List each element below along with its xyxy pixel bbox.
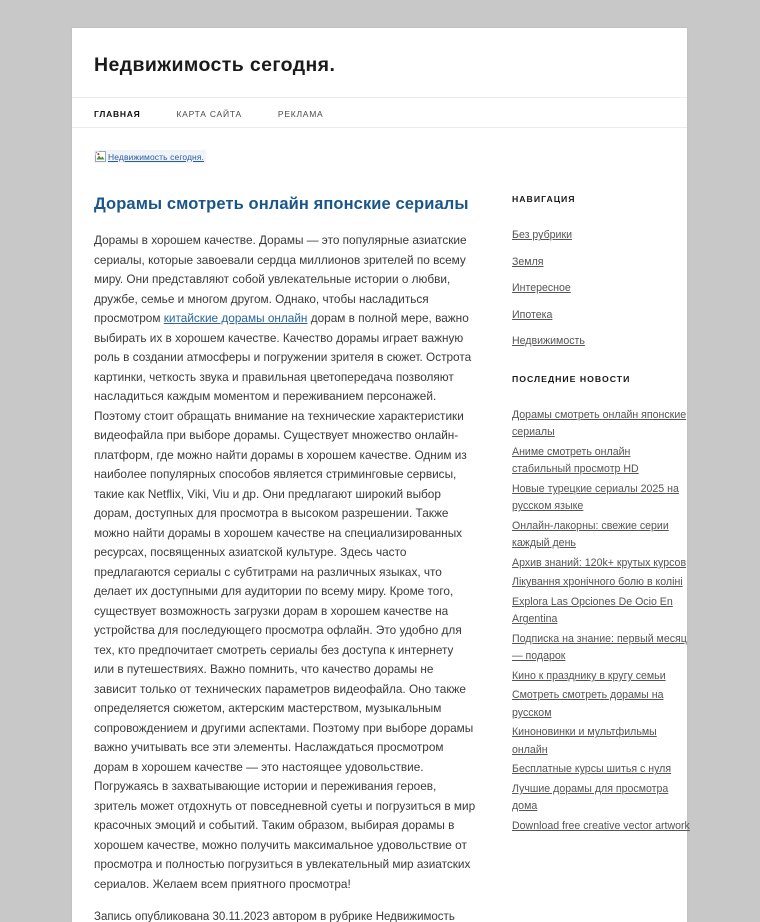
list-item xyxy=(512,723,690,758)
news-item-9[interactable]: Смотреть смотреть дорамы на русском xyxy=(512,689,664,719)
widget-latest-news-title: ПОСЛЕДНИЕ НОВОСТИ xyxy=(512,373,631,384)
sidebar-item-zemlya[interactable]: Земля xyxy=(512,255,544,268)
article-title-link[interactable]: Дорамы смотреть онлайн японские сериалы xyxy=(94,195,469,214)
nav-item-home xyxy=(94,105,176,120)
nav-link-home[interactable]: ГЛАВНАЯ xyxy=(94,109,141,120)
header-image-row xyxy=(94,150,665,164)
sidebar-item-ipoteka[interactable]: Ипотека xyxy=(512,308,553,321)
list-item xyxy=(512,306,690,324)
list-item xyxy=(512,226,690,244)
sidebar-item-nedvizhimost[interactable]: Недвижимость xyxy=(512,335,585,348)
list-item xyxy=(512,630,690,665)
widget-navigation-list xyxy=(512,226,690,350)
site-title-link[interactable]: Недвижимость сегодня. xyxy=(94,54,336,76)
page-title xyxy=(94,54,665,77)
list-item xyxy=(512,780,690,815)
inline-content-link[interactable]: китайские дорамы онлайн xyxy=(163,311,308,326)
news-item-6[interactable]: Explora Las Opciones De Ocio En Argentina xyxy=(512,595,673,626)
page-container xyxy=(72,28,690,922)
main-navigation xyxy=(72,97,687,128)
widget-latest-news-list xyxy=(512,406,690,835)
widget-navigation xyxy=(512,194,690,350)
article-title xyxy=(94,194,476,215)
news-item-2[interactable]: Новые турецкие сериалы 2025 на русском языке xyxy=(512,482,679,513)
list-item xyxy=(512,554,690,572)
news-item-12[interactable]: Лучшие дорамы для просмотра дома xyxy=(512,782,669,813)
article-text-part-1: Дорамы в хорошем качестве. Дорамы — это популярные азиатские сериалы, которые завоевали сердца миллионов зрителей по всему миру. Они представляют собой увлекательные истории о любви, дружбе, семье и многом другом. Однако, чтобы насладиться просмотром xyxy=(94,233,467,326)
news-item-8[interactable]: Кино к празднику в кругу семьи xyxy=(512,669,666,682)
article-meta: Запись опубликована 30.11.2023 автором в рубрике Недвижимость xyxy=(94,911,455,922)
list-item xyxy=(512,817,690,835)
nav-item-advertising xyxy=(278,105,360,120)
news-item-13[interactable]: Download free creative vector artwork xyxy=(512,819,690,832)
sidebar-item-interesnoe[interactable]: Интересное xyxy=(512,282,571,295)
list-item xyxy=(512,760,690,778)
nav-link-sitemap[interactable]: КАРТА САЙТА xyxy=(176,109,242,120)
news-item-3[interactable]: Онлайн-лакорны: свежие серии каждый день xyxy=(512,519,669,550)
sidebar xyxy=(494,194,690,858)
content-area xyxy=(72,128,690,922)
nav-list xyxy=(94,105,359,120)
article-paragraph xyxy=(94,231,476,894)
list-item xyxy=(512,332,690,350)
list-item xyxy=(512,686,690,721)
news-item-1[interactable]: Аниме смотреть онлайн стабильный просмотр HD xyxy=(512,445,639,476)
nav-item-sitemap xyxy=(176,105,277,120)
news-item-10[interactable]: Киноновинки и мультфильмы онлайн xyxy=(512,726,657,756)
list-item xyxy=(512,253,690,271)
news-item-11[interactable]: Бесплатные курсы шитья с нуля xyxy=(512,763,672,776)
list-item xyxy=(512,593,690,628)
widget-navigation-title: НАВИГАЦИЯ xyxy=(512,194,576,205)
list-item xyxy=(512,573,690,591)
sidebar-item-bez-rubriki[interactable]: Без рубрики xyxy=(512,229,573,242)
nav-link-advertising[interactable]: РЕКЛАМА xyxy=(277,109,324,120)
news-item-0[interactable]: Дорамы смотреть онлайн японские сериалы xyxy=(512,408,687,439)
list-item xyxy=(512,443,690,478)
list-item xyxy=(512,406,690,441)
news-item-7[interactable]: Подписка на знание: первый месяц — подарок xyxy=(512,632,687,663)
list-item xyxy=(512,517,690,552)
broken-image-icon xyxy=(95,151,106,162)
site-header xyxy=(72,28,687,97)
news-item-5[interactable]: Лікування хронічного болю в коліні xyxy=(512,576,683,589)
header-image-alt-text: Недвижимость сегодня. xyxy=(108,151,204,162)
widget-latest-news xyxy=(512,374,690,835)
main-column xyxy=(94,194,494,922)
article-text-part-2: дорам в полной мере, важно выбирать их в хорошем качестве. Качество дорамы играет важную роль в создании атмосферы и погружении зрителя в сюжет. Острота картинки, четкость звука и правильная цветопередача позволяют насладиться каждым моментом и переживанием персонажей. Поэтому стоит обращать внимание на технические характеристики видеофайла при выборе дорамы. Существует множество онлайн-платформ, где можно найти дорамы в хорошем качестве. Одним из наиболее популярных способов является стриминговые сервисы, такие как Netflix, Viki, Viu и др. Они предлагают широкий выбор дорам, доступных для просмотра в высоком разрешении. Также можно найти дорамы в хорошем качестве на специализированных ресурсах, посвященных азиатской культуре. Здесь часто предлагаются сериалы с субтитрами на различных языках, что делает их доступными для аудитории по всему миру. Кроме того, существует возможность загрузки дорам в хорошем качестве на устройства для последующего просмотра офлайн. Это удобно для тех, кто предпочитает смотреть сериалы без доступа к интернету или в путешествиях. Важно помнить, что качество дорамы не зависит только от технических параметров видеофайла. Оно также определяется сюжетом, актерским мастерством, музыкальным сопровождением и другими аспектами. Поэтому при выборе дорамы важно учитывать все эти элементы. Наслаждаться просмотром дорам в хорошем качестве — это настоящее удовольствие. Погружаясь в захватывающие истории и переживания героев, зритель может отдохнуть от повседневной суеты и погрузиться в мир красочных эмоций и событий. Таким образом, выбирая дорамы в хорошем качестве, можно получить максимальное удовольствие от просмотра и полностью погрузиться в увлекательный мир азиатских сериалов. Желаем всем приятного просмотра! xyxy=(94,311,476,891)
header-image-link[interactable] xyxy=(94,150,206,163)
article-body xyxy=(94,231,476,894)
list-item xyxy=(512,279,690,297)
list-item xyxy=(512,480,690,515)
list-item xyxy=(512,667,690,685)
columns-layout xyxy=(94,194,690,922)
news-item-4[interactable]: Архив знаний: 120k+ крутых курсов xyxy=(512,556,687,569)
